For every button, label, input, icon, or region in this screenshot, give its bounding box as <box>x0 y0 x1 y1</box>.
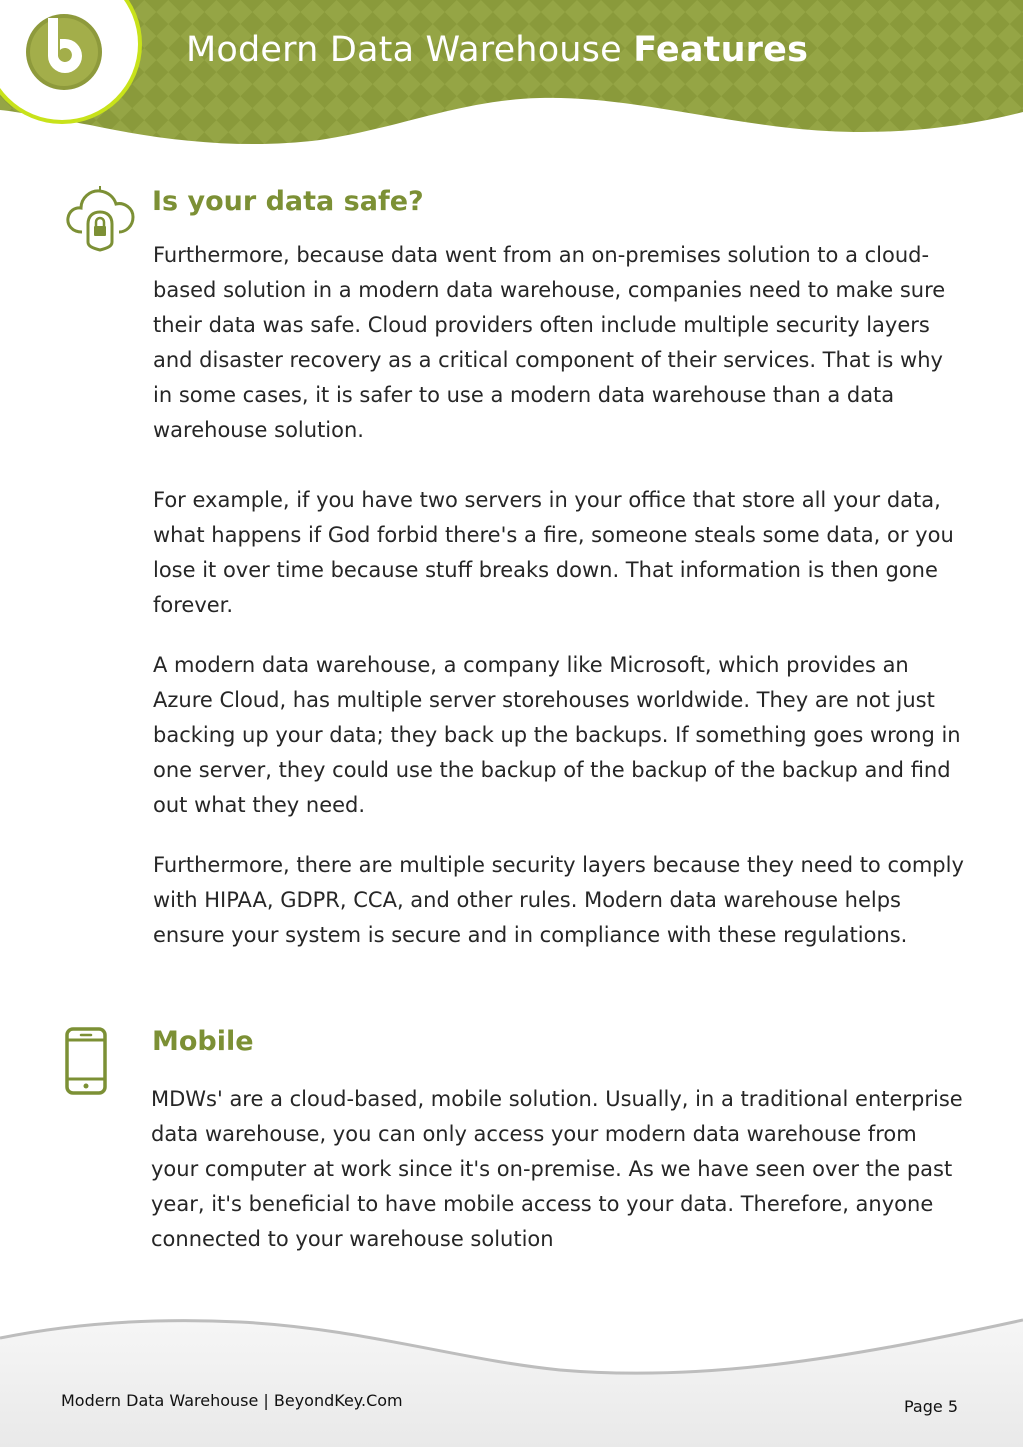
paragraph: A modern data warehouse, a company like Microsoft, which provides an Azure Cloud, has multiple server storehouses worldwide. They are not just backing up your data; they back up the backups. If something goes wrong in one server, they could use the backup of the backup of the backup and find out what they need. <box>153 653 961 817</box>
paragraph: MDWs' are a cloud-based, mobile solution. Usually, in a traditional enterprise data warehouse, you can only access your modern data warehouse from your computer at work since it's on-premise. As we have seen over the past year, it's beneficial to have mobile access to your data. Therefore, anyone connected to your warehouse solution <box>151 1087 963 1251</box>
section-heading-data-safe: Is your data safe? <box>152 186 424 217</box>
footer-brand-text: Modern Data Warehouse | BeyondKey.Com <box>61 1391 403 1410</box>
page-footer <box>0 1300 1023 1447</box>
page-number: Page 5 <box>904 1397 958 1416</box>
beyondkey-logo <box>0 0 150 130</box>
paragraph: For example, if you have two servers in your office that store all your data, what happens if God forbid there's a fire, someone steals some data, or you lose it over time because stuff breaks down. That information is then gone forever. <box>153 488 954 617</box>
mobile-phone-icon <box>64 1026 108 1100</box>
header-banner <box>0 0 1023 160</box>
title-bold: Features <box>633 30 809 70</box>
title-regular: Modern Data Warehouse <box>186 30 634 70</box>
page-title <box>186 30 808 70</box>
paragraph: Furthermore, because data went from an on-premises solution to a cloud-based solution in a modern data warehouse, companies need to make sure their data was safe. Cloud providers often include multiple security layers and disaster recovery as a critical component of their services. That is why in some cases, it is safer to use a modern data warehouse than a data warehouse solution. <box>153 243 946 442</box>
cloud-lock-icon <box>64 180 140 256</box>
footer-wave <box>0 1300 1023 1447</box>
section-heading-mobile: Mobile <box>152 1026 254 1057</box>
paragraph: Furthermore, there are multiple security layers because they need to comply with HIPAA, GDPR, CCA, and other rules. Modern data warehouse helps ensure your system is secure and in compliance with these regulations. <box>153 853 964 947</box>
page-header <box>0 0 1023 160</box>
